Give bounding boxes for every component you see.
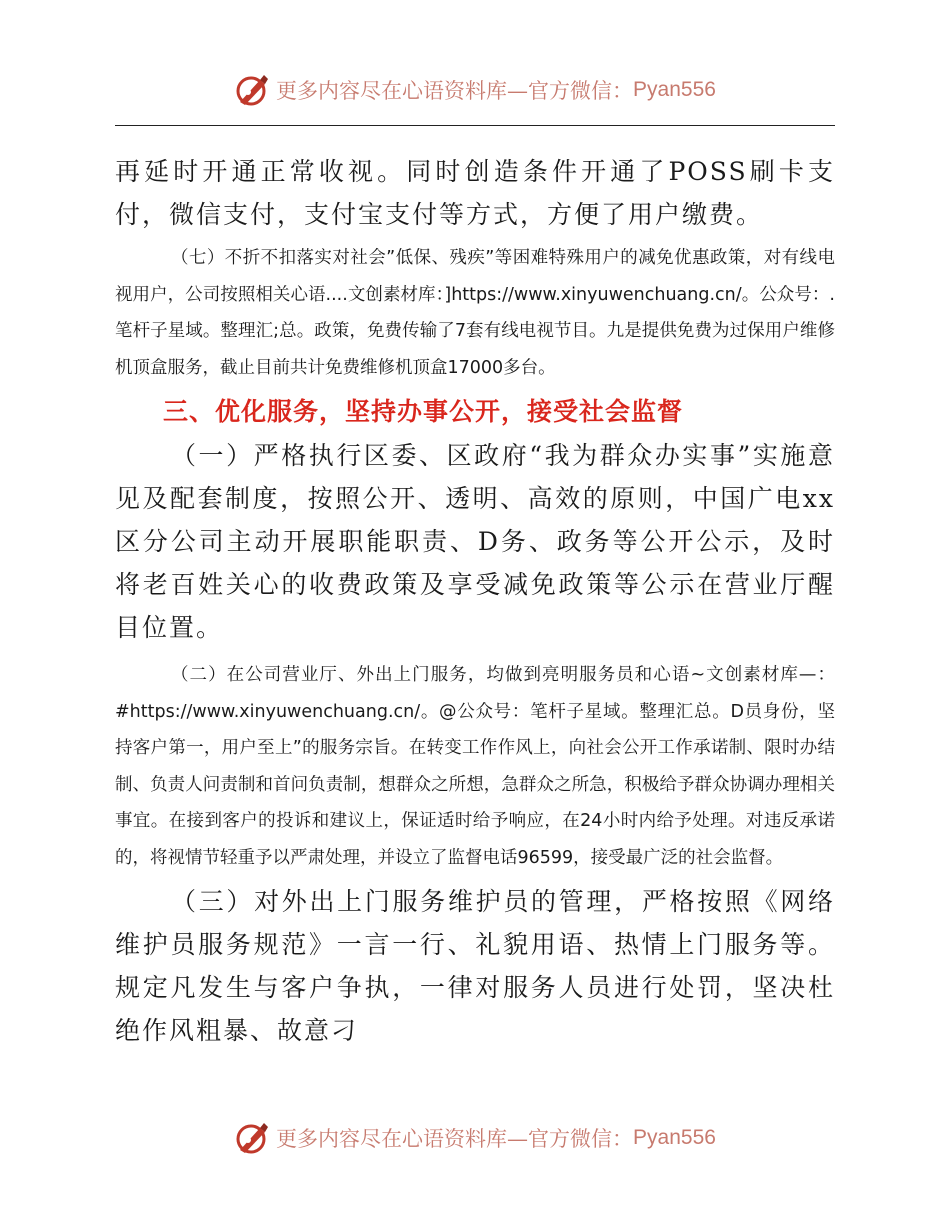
- pen-logo-icon: [234, 1120, 270, 1156]
- section-heading-three: 三、优化服务，坚持办事公开，接受社会监督: [163, 397, 684, 426]
- document-body: [115, 150, 835, 1052]
- paragraph-seven: （七）不折不扣落实对社会”低保、残疾”等困难特殊用户的减免优惠政策，对有线电视用户，公司按照相关心语....文创素材库：]https://www.xinyuwenchuang.cn/。公众号：.笔杆子星域。整理汇;总。政策，免费传输了7套有线电视节目。九是提供免费为过保用户维修机顶盒服务，截止目前共计免费维修机顶盒17000多台。: [115, 248, 835, 378]
- paragraph-one: （一）严格执行区委、区政府“我为群众办实事”实施意见及配套制度，按照公开、透明、高效的原则，中国广电xx区分公司主动开展职能职责、D务、政务等公开公示，及时将老百姓关心的收费政策及享受减免政策等公示在营业厅醒目位置。: [115, 441, 835, 642]
- footer-banner-handle: Pyan556: [633, 1126, 716, 1149]
- pen-logo-icon: [234, 72, 270, 108]
- paragraph-three: （三）对外出上门服务维护员的管理，严格按照《网络维护员服务规范》一言一行、礼貌用语、热情上门服务等。规定凡发生与客户争执，一律对服务人员进行处罚，坚决杜绝作风粗暴、故意刁: [115, 887, 835, 1045]
- footer-banner-text: 更多内容尽在心语资料库—官方微信：: [276, 1127, 634, 1151]
- paragraph-two: （二）在公司营业厅、外出上门服务，均做到亮明服务员和心语~文创素材库—：#https://www.xinyuwenchuang.cn/。@公众号：笔杆子星域。整理汇总。D员身份，坚持客户第一，用户至上”的服务宗旨。在转变工作作风上，向社会公开工作承诺制、限时办结制、负责人问责制和首问负责制，想群众之所想，急群众之所急，积极给予群众协调办理相关事宜。在接到客户的投诉和建议上，保证适时给予响应，在24小时内给予处理。对违反承诺的，将视情节轻重予以严肃处理，并设立了监督电话96599，接受最广泛的社会监督。: [115, 665, 835, 868]
- footer-banner: [0, 1118, 950, 1158]
- header-divider: [115, 125, 835, 126]
- header-banner-text: 更多内容尽在心语资料库—官方微信：: [276, 79, 634, 103]
- header-banner-handle: Pyan556: [633, 78, 716, 101]
- paragraph-continuation: 再延时开通正常收视。同时创造条件开通了POSS刷卡支付，微信支付，支付宝支付等方式，方便了用户缴费。: [115, 157, 835, 229]
- header-banner: [0, 70, 950, 110]
